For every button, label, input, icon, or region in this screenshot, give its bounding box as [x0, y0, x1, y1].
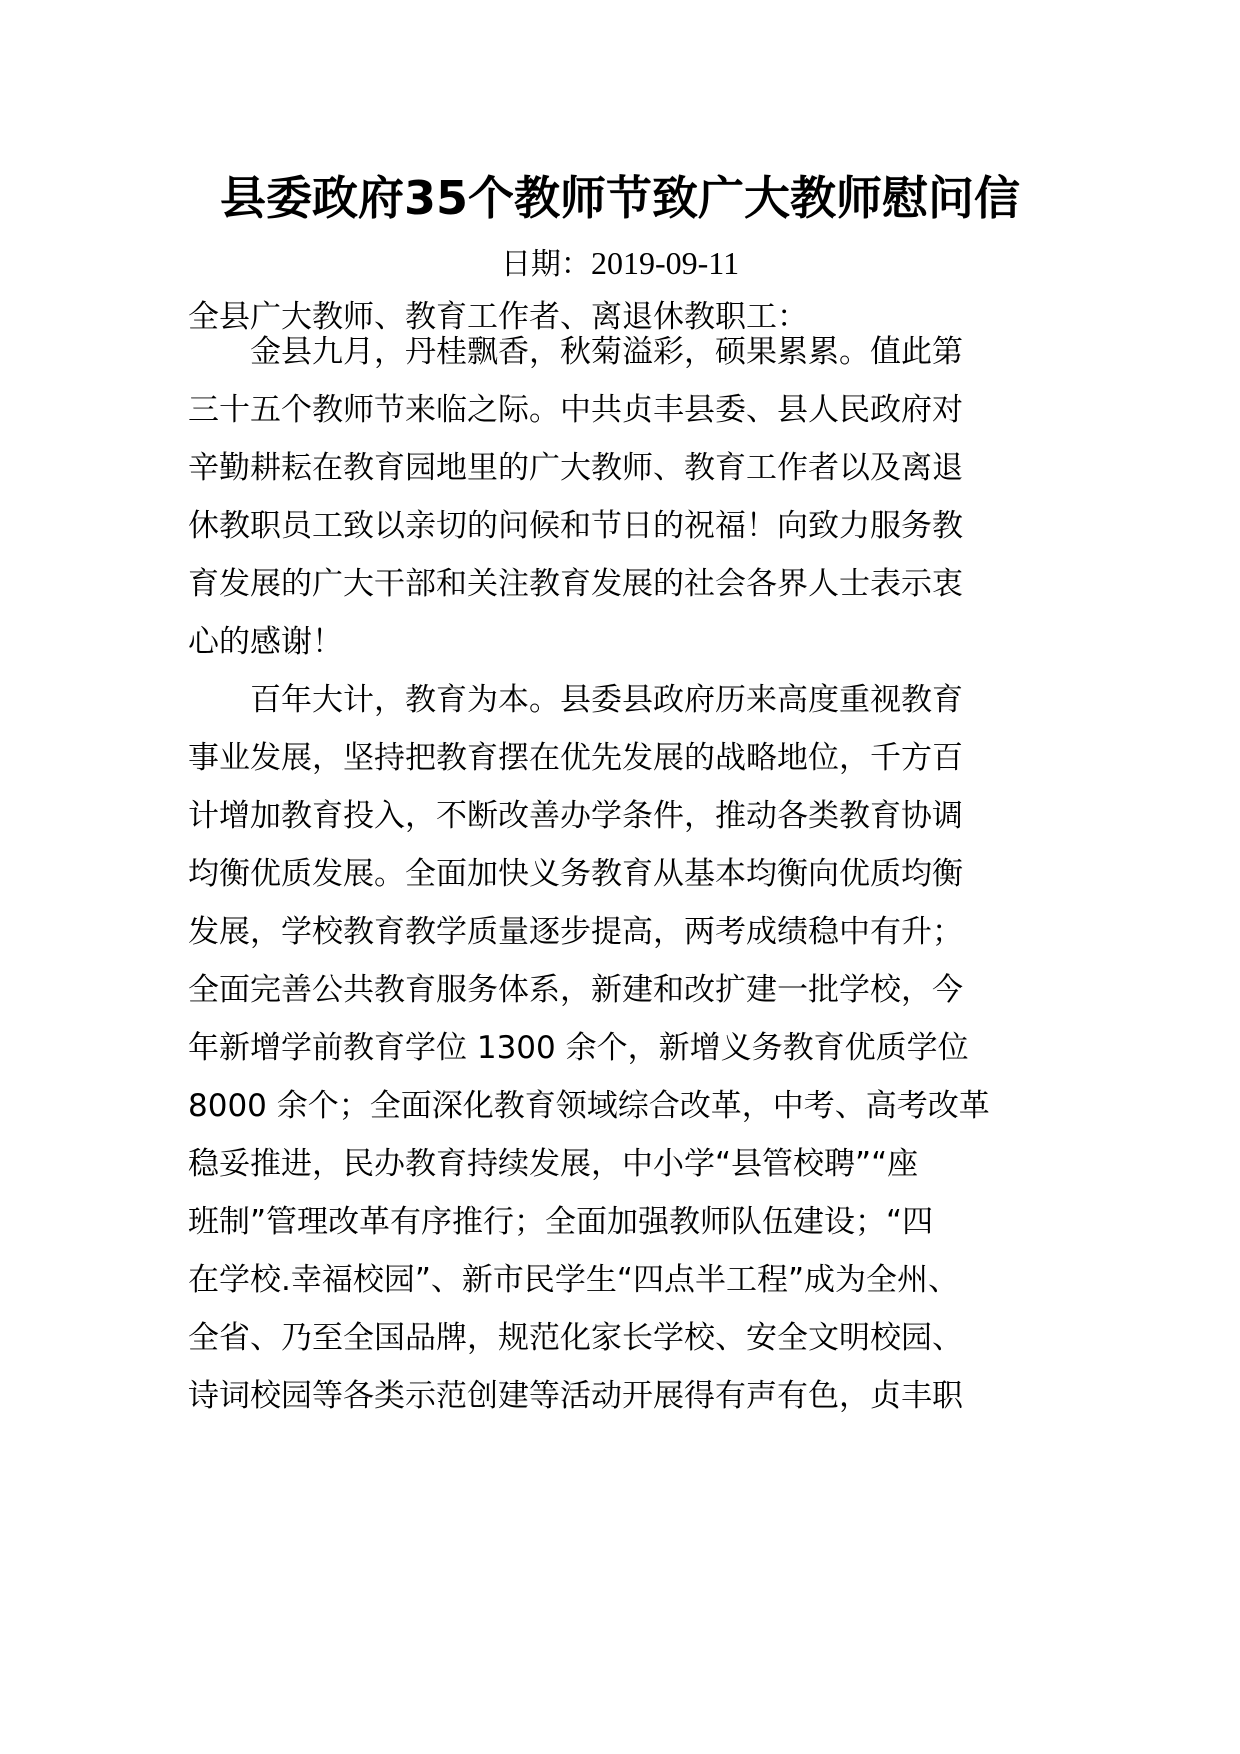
body-line: 稳妥推进，民办教育持续发展，中小学“县管校聘”“座 — [188, 1146, 919, 1182]
salutation: 全县广大教师、教育工作者、离退休教职工： — [188, 299, 808, 335]
body-line: 百年大计，教育为本。县委县政府历来高度重视教育 — [188, 682, 963, 718]
body-line: 事业发展，坚持把教育摆在优先发展的战略地位，千方百 — [188, 740, 963, 776]
document-date — [0, 240, 1240, 288]
body-line: 年新增学前教育学位 1300 余个，新增义务教育优质学位 — [188, 1030, 969, 1066]
body-line: 发展，学校教育教学质量逐步提高，两考成绩稳中有升； — [188, 914, 963, 950]
body-line: 心的感谢！ — [188, 624, 343, 660]
body-line: 金县九月，丹桂飘香，秋菊溢彩，硕果累累。值此第 — [188, 334, 963, 370]
document-title: 县委政府35个教师节致广大教师慰问信 — [219, 171, 1020, 225]
date-value: 2019-09-11 — [590, 245, 740, 281]
body-line: 均衡优质发展。全面加快义务教育从基本均衡向优质均衡 — [188, 856, 963, 892]
body-line: 计增加教育投入，不断改善办学条件，推动各类教育协调 — [188, 798, 963, 834]
body-line: 8000 余个；全面深化教育领域综合改革，中考、高考改革 — [188, 1088, 990, 1124]
body-line: 诗词校园等各类示范创建等活动开展得有声有色，贞丰职 — [188, 1378, 963, 1414]
body-line: 辛勤耕耘在教育园地里的广大教师、教育工作者以及离退 — [188, 450, 963, 486]
body-line: 全面完善公共教育服务体系，新建和改扩建一批学校，今 — [188, 972, 963, 1008]
body-line: 全省、乃至全国品牌，规范化家长学校、安全文明校园、 — [188, 1320, 963, 1356]
body-line: 三十五个教师节来临之际。中共贞丰县委、县人民政府对 — [188, 392, 963, 428]
body-line: 育发展的广大干部和关注教育发展的社会各界人士表示衷 — [188, 566, 963, 602]
body-line: 休教职员工致以亲切的问候和节日的祝福！向致力服务教 — [188, 508, 963, 544]
body-line: 班制”管理改革有序推行；全面加强教师队伍建设；“四 — [188, 1204, 934, 1240]
date-label: 日期： — [500, 247, 591, 282]
body-line: 在学校.幸福校园”、新市民学生“四点半工程”成为全州、 — [188, 1262, 960, 1298]
